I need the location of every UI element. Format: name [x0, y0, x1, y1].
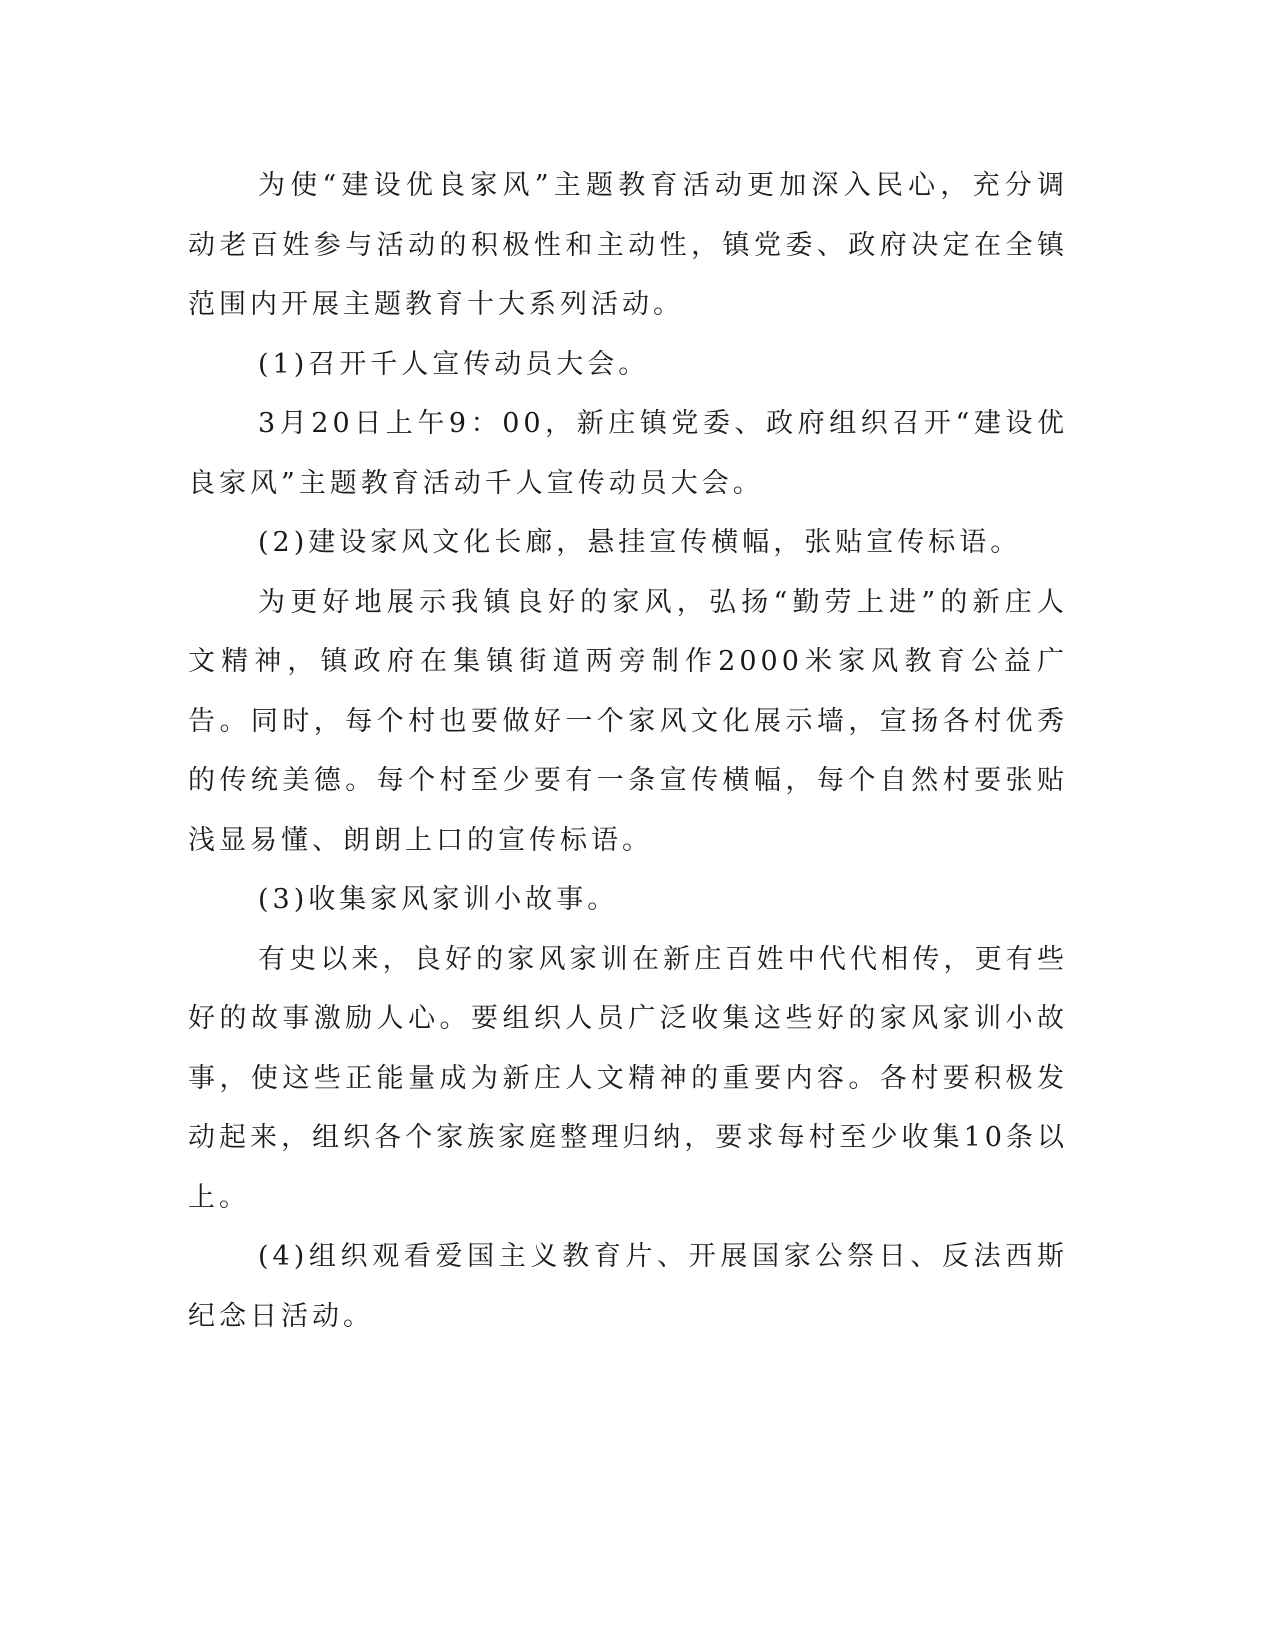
- paragraph-item-2: 为更好地展示我镇良好的家风，弘扬“勤劳上进”的新庄人文精神，镇政府在集镇街道两旁制作2000米家风教育公益广告。同时，每个村也要做好一个家风文化展示墙，宣扬各村优秀的传统美德。每个村至少要有一条宣传横幅，每个自然村要张贴浅显易懂、朗朗上口的宣传标语。: [188, 586, 1068, 856]
- paragraph-intro: 为使“建设优良家风”主题教育活动更加深入民心，充分调动老百姓参与活动的积极性和主动性，镇党委、政府决定在全镇范围内开展主题教育十大系列活动。: [188, 170, 1068, 320]
- heading-item-1: (1)召开千人宣传动员大会。: [258, 348, 650, 380]
- paragraph-item-1: 3月20日上午9：00，新庄镇党委、政府组织召开“建设优良家风”主题教育活动千人宣传动员大会。: [188, 408, 1068, 499]
- paragraph-item-3: 有史以来，良好的家风家训在新庄百姓中代代相传，更有些好的故事激励人心。要组织人员广泛收集这些好的家风家训小故事，使这些正能量成为新庄人文精神的重要内容。各村要积极发动起来，组织各个家族家庭整理归纳，要求每村至少收集10条以上。: [188, 943, 1068, 1213]
- heading-item-4: (4)组织观看爱国主义教育片、开展国家公祭日、反法西斯纪念日活动。: [188, 1241, 1068, 1332]
- heading-item-2: (2)建设家风文化长廊，悬挂宣传横幅，张贴宣传标语。: [258, 527, 1022, 558]
- document-body: [188, 156, 1068, 1346]
- heading-item-3: (3)收集家风家训小故事。: [258, 884, 619, 915]
